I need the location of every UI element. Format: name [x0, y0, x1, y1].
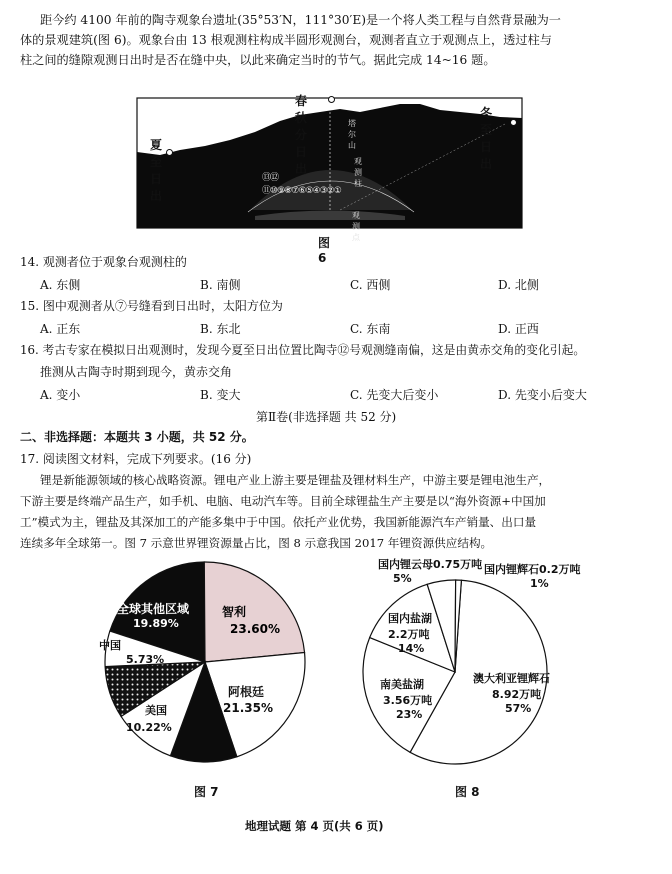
q16-stem-line-1: 16. 考古专家在模拟日出观测时，发现今夏至日出位置比陶寺⑫号观测缝南偏，这是由黄赤交角的变化引起。	[20, 343, 586, 357]
label-summer-sunrise: 夏至日出	[150, 138, 163, 203]
q16-stem-line-2: 推测从古陶寺时期到现今，黄赤交角	[40, 365, 233, 379]
figure-6-caption: 图 6	[318, 236, 331, 265]
q14-option-c: C. 西侧	[350, 278, 391, 292]
pie8-label-domestic-brine: 国内盐湖	[388, 612, 432, 625]
pie8-value-domestic-spodumene: 1%	[530, 577, 549, 590]
q17-para-line-3: 工”模式为主，锂盐及其深加工的产能多集中于中国。依托产业优势，我国新能源汽车产销量、出口量	[20, 515, 537, 529]
intro-line-2: 体的景观建筑(图 6)。观象台由 13 根观测柱构成半圆形观测台，观测者直立于观测点上，透过柱与	[20, 33, 552, 47]
label-equinox-sunrise: 春秋分日出	[295, 94, 308, 176]
q16-option-d: D. 先变小后变大	[498, 388, 587, 402]
q16-option-a: A. 变小	[40, 388, 81, 402]
q17-stem: 17. 阅读图文材料，完成下列要求。(16 分)	[20, 452, 252, 466]
figure-7-pie	[85, 552, 325, 772]
pillar-4: ④	[312, 186, 320, 196]
q16-option-b: B. 变大	[200, 388, 241, 402]
pie7-value-china: 5.73%	[126, 653, 165, 666]
pillar-8: ⑧	[284, 186, 292, 196]
pie8-amount-australia: 8.92万吨	[492, 688, 542, 701]
pie8-label-lepidolite: 国内锂云母0.75万吨	[378, 558, 483, 571]
label-pillars: 观测柱	[354, 157, 362, 188]
pillar-5: ⑤	[305, 186, 313, 196]
sun-marker-winter	[510, 119, 517, 126]
pillar-10: ⑩	[270, 186, 278, 196]
pie8-amount-south-america-brine: 3.56万吨	[383, 694, 433, 707]
q14-stem: 14. 观测者位于观象台观测柱的	[20, 255, 187, 269]
pillar-numbers	[262, 170, 341, 196]
q16-option-c: C. 先变大后变小	[350, 388, 439, 402]
pillar-11: ⑪	[262, 186, 271, 196]
pie7-value-usa: 10.22%	[126, 721, 172, 734]
q17-para-line-2: 下游主要是终端产品生产，如手机、电脑、电动汽车等。目前全球锂盐生产主要是以“海外资源+中国加	[20, 494, 546, 508]
part-2-heading: 二、非选择题：本题共 3 小题，共 52 分。	[20, 430, 254, 444]
pie8-label-australia: 澳大利亚锂辉石	[473, 672, 550, 685]
intro-line-3: 柱之间的缝隙观测日出时是否在缝中央，以此来确定当时的节气。据此完成 14~16 题。	[20, 53, 496, 67]
q14-option-a: A. 东侧	[40, 278, 81, 292]
page-footer: 地理试题 第 4 页(共 6 页)	[245, 819, 384, 833]
pillar-2: ②	[326, 186, 334, 196]
pie7-label-other: 全球其他区域	[117, 602, 190, 616]
q15-option-b: B. 东北	[200, 322, 241, 336]
part-2-title: 第Ⅱ卷(非选择题 共 52 分)	[256, 410, 397, 424]
pillar-13: ⑬	[262, 173, 271, 183]
q15-option-c: C. 东南	[350, 322, 391, 336]
q14-option-d: D. 北侧	[498, 278, 539, 292]
pie7-label-argentina: 阿根廷	[228, 685, 265, 699]
pie7-label-chile: 智利	[222, 605, 247, 619]
pillar-9: ⑨	[277, 186, 285, 196]
pie8-value-australia: 57%	[505, 702, 532, 715]
label-winter-sunrise: 冬至日出	[480, 106, 493, 171]
figure-8-caption: 图 8	[455, 785, 480, 799]
label-mountain: 塔尔山	[348, 119, 356, 150]
figure-7-caption: 图 7	[194, 785, 219, 799]
pie8-amount-domestic-brine: 2.2万吨	[388, 628, 430, 641]
pie8-label-domestic-spodumene: 国内锂辉石0.2万吨	[484, 563, 581, 576]
pie8-value-lepidolite: 5%	[393, 572, 412, 585]
q14-option-b: B. 南侧	[200, 278, 241, 292]
pie8-value-south-america-brine: 23%	[396, 708, 423, 721]
q17-para-line-4: 连续多年全球第一。图 7 示意世界锂资源量占比，图 8 示意我国 2017 年锂资源供应结构。	[20, 536, 493, 550]
pie7-value-chile: 23.60%	[230, 622, 280, 636]
pie7-value-argentina: 21.35%	[223, 701, 273, 715]
pie7-label-usa: 美国	[145, 704, 167, 717]
sun-marker-summer	[166, 149, 173, 156]
pillar-1: ①	[333, 186, 341, 196]
q15-stem: 15. 图中观测者从⑦号缝看到日出时，太阳方位为	[20, 299, 283, 313]
intro-line-1: 距今约 4100 年前的陶寺观象台遗址(35°53′N，111°30′E)是一个将人类工程与自然背景融为一	[40, 13, 561, 27]
observatory-diagram	[0, 0, 672, 240]
pie7-label-china: 中国	[99, 639, 121, 652]
pie7-value-other: 19.89%	[133, 617, 179, 630]
sun-marker-equinox	[328, 96, 335, 103]
pie8-label-south-america-brine: 南美盐湖	[380, 678, 424, 691]
pie7-slice-1	[204, 562, 304, 662]
q15-option-d: D. 正西	[498, 322, 539, 336]
q17-para-line-1: 锂是新能源领域的核心战略资源。锂电产业上游主要是锂盐及锂材料生产，中游主要是锂电池生产，	[40, 473, 551, 487]
pillar-3: ③	[319, 186, 327, 196]
pillar-12: ⑫	[270, 173, 279, 183]
pie8-value-domestic-brine: 14%	[398, 642, 425, 655]
pillar-6: ⑥	[298, 186, 306, 196]
q15-option-a: A. 正东	[40, 322, 81, 336]
pillar-7: ⑦	[291, 186, 299, 196]
label-observation-point: 观测点	[352, 211, 360, 242]
